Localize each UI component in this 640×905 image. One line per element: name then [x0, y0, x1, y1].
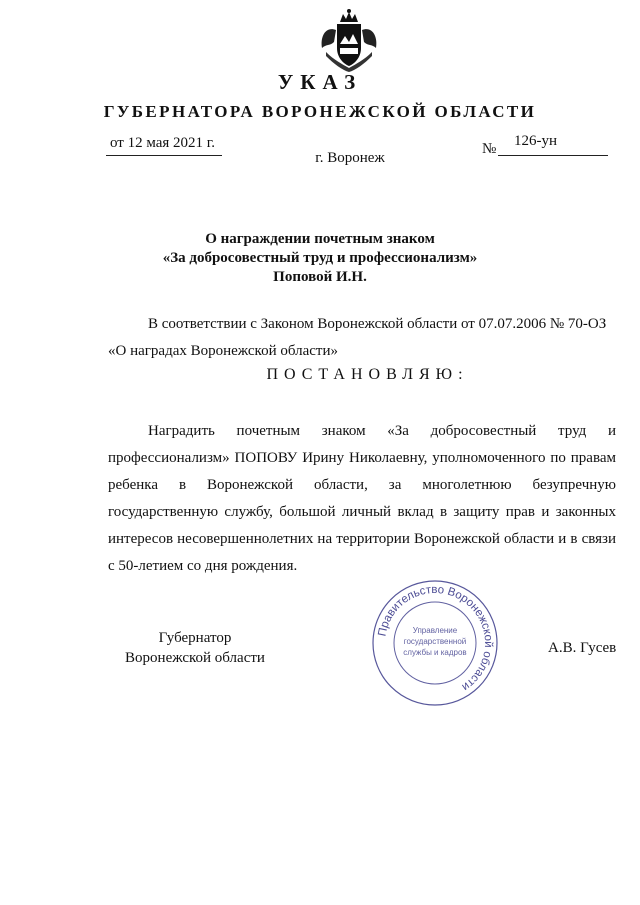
signatory-title-line-1: Губернатор — [158, 630, 232, 646]
signatory-name: А.В. Гусев — [548, 640, 617, 656]
subject-line-1: О награждении почетным знаком — [205, 231, 435, 247]
number-label: № — [482, 141, 497, 157]
stamp-inner-line-3: службы и кадров — [403, 648, 467, 657]
signatory-title-line-2: Воронежской области — [125, 650, 265, 666]
subject-line-2: «За добросовестный труд и профессионализм» — [162, 250, 478, 266]
subject-line-3: Поповой И.Н. — [273, 269, 367, 285]
document-title: УКАЗ — [277, 70, 363, 94]
signatory-title — [100, 628, 290, 668]
document-issuer: ГУБЕРНАТОРА ВОРОНЕЖСКОЙ ОБЛАСТИ — [103, 102, 537, 121]
coat-of-arms-icon — [316, 8, 382, 74]
stamp-ring-text: Правительство Воронежской области — [376, 583, 495, 694]
document-date: от 12 мая 2021 г. — [110, 135, 216, 151]
basis-line-1: В соответствии с Законом Воронежской области от 07.07.2006 № 70-ОЗ — [148, 316, 607, 332]
official-stamp — [370, 578, 500, 708]
document-city: г. Воронеж — [315, 150, 385, 166]
document-subject — [0, 230, 640, 287]
stamp-inner-line-2: государственной — [403, 637, 467, 646]
basis-line-2: «О наградах Воронежской области» — [108, 343, 339, 359]
decree-body: Наградить почетным знаком «За добросовестный труд и профессионализм» ПОПОВУ Ирину Николаевну, уполномоченного по правам ребенка в Воронежской области, за многолетнюю безупречную государственную службу, большой личный вклад в защиту прав и законных интересов несовершеннолетних на территории Воронежской области и в связи с 50-летием со дня рождения. — [108, 423, 616, 574]
stamp-inner-line-1: Управление — [412, 626, 458, 635]
document-number: 126-ун — [514, 133, 558, 149]
decree-word: ПОСТАНОВЛЯЮ: — [266, 366, 469, 383]
